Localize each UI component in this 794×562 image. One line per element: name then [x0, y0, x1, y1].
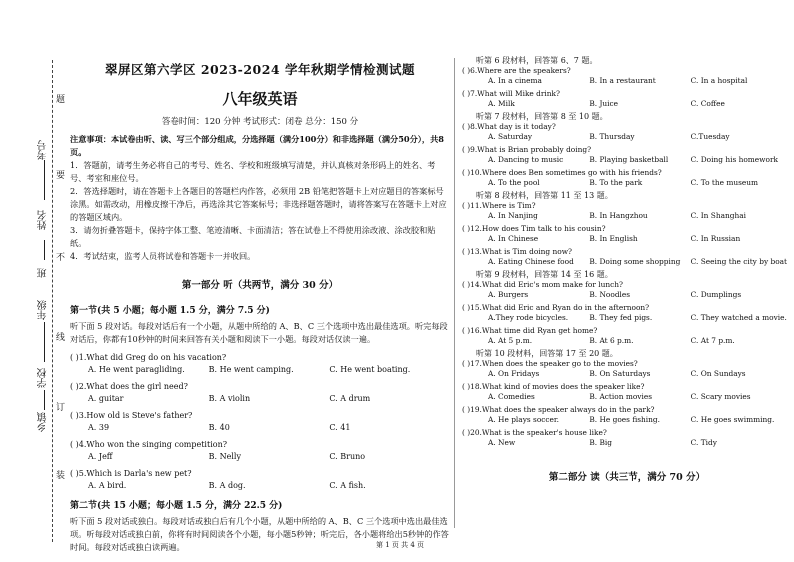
option-c: C. At 7 p.m.	[690, 335, 735, 345]
option-b: B. In English	[589, 233, 638, 243]
binding-label-grade: 年级	[38, 300, 49, 320]
question-block	[462, 382, 792, 401]
option-b: B. They fed pigs.	[589, 312, 653, 322]
option-c: C. A drum	[329, 394, 371, 403]
options-row	[462, 415, 792, 425]
question-block	[462, 247, 792, 266]
option-c: C. Coffee	[690, 98, 725, 108]
question-text: ( )8.What day is it today?	[462, 122, 556, 131]
question-block	[70, 439, 450, 463]
seal-char: 订	[56, 400, 65, 413]
option-c: C. He went boating.	[329, 365, 411, 374]
question-block	[462, 224, 792, 243]
options-row	[462, 392, 792, 402]
options-row	[462, 369, 792, 379]
option-a: A.They rode bicycles.	[488, 312, 569, 322]
listening-instruction: 听第 8 段材料，回答第 11 至 13 题。	[476, 191, 613, 200]
option-b: B. Playing basketball	[589, 154, 669, 164]
option-c: C. 41	[329, 423, 351, 432]
question-block	[462, 326, 792, 345]
option-b: B. Juice	[589, 98, 619, 108]
question-text: ( )11.Where is Tim?	[462, 201, 536, 210]
question-block	[462, 89, 792, 108]
listening-instruction: 听第 7 段材料，回答第 8 至 10 题。	[476, 112, 608, 121]
option-c: C. Seeing the city by boat	[690, 256, 788, 266]
option-c: C. On Sundays	[690, 368, 746, 378]
option-b: B. Doing some shopping	[589, 256, 681, 266]
options-row	[70, 422, 450, 434]
binding-margin	[0, 0, 66, 562]
question-block	[462, 145, 792, 164]
binding-label-school: 学校	[38, 368, 49, 388]
option-c: C. A fish.	[329, 481, 366, 490]
option-b: B. At 6 p.m.	[589, 335, 634, 345]
section1-title: 第一节(共 5 小题；每小题 1.5 分，满分 7.5 分)	[70, 306, 270, 316]
option-c: C. In a hospital	[690, 75, 748, 85]
seal-char: 题	[56, 92, 65, 105]
name-line	[44, 240, 45, 260]
question-text: ( )1.What did Greg do on his vacation?	[70, 353, 227, 362]
part2-title: 第二部分 读（共三节，满分 70 分）	[548, 472, 706, 483]
options-row	[462, 155, 792, 165]
question-block	[70, 410, 450, 434]
options-row	[70, 364, 450, 376]
option-b: B. 40	[208, 423, 230, 432]
options-row	[462, 336, 792, 346]
notice-line: 注意事项：本试卷由听、读、写三个部分组成，分选择题（满分100分）和非选择题（满分50分），共8页。	[70, 134, 444, 157]
option-a: A. In a cinema	[488, 75, 542, 85]
question-text: ( )4.Who won the singing competition?	[70, 440, 228, 449]
option-b: B. Thursday	[589, 131, 635, 141]
option-c: C. To the museum	[690, 177, 759, 187]
question-text: ( )15.What did Eric and Ryan do in the afternoon?	[462, 303, 650, 312]
option-a: A. Jeff	[88, 452, 113, 461]
option-a: A. He went paragliding.	[88, 365, 185, 374]
question-block	[462, 303, 792, 322]
option-a: A. Milk	[488, 98, 515, 108]
option-a: A. 39	[88, 423, 110, 432]
binding-label-township: 乡镇	[38, 412, 49, 432]
option-b: B. A dog.	[208, 481, 246, 490]
question-text: ( )5.Which is Darla's new pet?	[70, 469, 192, 478]
option-b: B. On Saturdays	[589, 368, 651, 378]
option-b: B. A violin	[208, 394, 251, 403]
seal-char: 线	[56, 330, 65, 343]
question-block	[462, 201, 792, 220]
question-text: ( )20.What is the speaker's house like?	[462, 428, 607, 437]
options-row	[462, 290, 792, 300]
question-block	[462, 66, 792, 85]
question-text: ( )7.What will Mike drink?	[462, 89, 560, 98]
question-text: ( )3.How old is Steve's father?	[70, 411, 193, 420]
seal-char: 不	[56, 250, 65, 263]
question-text: ( )13.What is Tim doing now?	[462, 247, 572, 256]
options-row	[70, 451, 450, 463]
options-row	[462, 257, 792, 267]
option-a: A. Saturday	[488, 131, 533, 141]
option-a: A. On Fridays	[488, 368, 540, 378]
notice-line: 4．考试结束，监考人员将试卷和答题卡一并收回。	[70, 251, 256, 261]
option-b: B. Nelly	[208, 452, 242, 461]
listening-instruction: 听第 10 段材料，回答第 17 至 20 题。	[476, 349, 618, 358]
binding-label-name: 姓名	[38, 210, 49, 230]
option-c: C. Bruno	[329, 452, 366, 461]
exam-info: 答卷时间：120 分钟 考试形式：闭卷 总分：150 分	[161, 117, 359, 127]
right-column	[462, 56, 792, 483]
listening-instruction: 听第 9 段材料，回答第 14 至 16 题。	[476, 270, 613, 279]
option-a: A. guitar	[88, 394, 124, 403]
option-a: A. New	[488, 437, 516, 447]
question-block	[70, 352, 450, 376]
notice-line: 1．答题前，请考生务必将自己的考号、姓名、学校和班级填写清楚，并认真核对条形码上的姓名、考号、考室和座位号。	[70, 160, 436, 183]
school-line	[44, 390, 45, 410]
option-b: B. He goes fishing.	[589, 414, 661, 424]
left-column	[70, 60, 450, 560]
options-row	[462, 211, 792, 221]
question-block	[462, 359, 792, 378]
question-block	[70, 468, 450, 492]
question-block	[70, 381, 450, 405]
option-c: C. Doing his homework	[690, 154, 778, 164]
question-block	[462, 122, 792, 141]
binding-dashed-line	[52, 60, 53, 542]
question-text: ( )12.How does Tim talk to his cousin?	[462, 224, 606, 233]
notice-block	[70, 133, 450, 263]
exam-subject: 八年级英语	[222, 90, 298, 108]
seal-char: 装	[56, 468, 65, 481]
option-b: B. To the park	[589, 177, 643, 187]
question-block	[462, 280, 792, 299]
option-b: B. Big	[589, 437, 612, 447]
option-b: B. He went camping.	[208, 365, 294, 374]
question-block	[462, 405, 792, 424]
option-b: B. In a restaurant	[589, 75, 656, 85]
question-text: ( )16.What time did Ryan get home?	[462, 326, 598, 335]
grade-line	[44, 322, 45, 362]
option-b: B. Action movies	[589, 391, 652, 401]
question-text: ( )2.What does the girl need?	[70, 382, 188, 391]
options-row	[462, 178, 792, 188]
option-c: C. In Shanghai	[690, 210, 747, 220]
option-c: C. Tidy	[690, 437, 717, 447]
section2-title: 第二节(共 15 小题；每小题 1.5 分，满分 22.5 分)	[70, 501, 283, 511]
question-block	[462, 428, 792, 447]
seal-char: 要	[56, 168, 65, 181]
option-a: A. To the pool	[488, 177, 540, 187]
binding-label-class: 班	[38, 268, 49, 278]
option-a: A. In Chinese	[488, 233, 539, 243]
option-c: C. He goes swimming.	[690, 414, 775, 424]
question-text: ( )10.Where does Ben sometimes go with his friends?	[462, 168, 662, 177]
question-text: ( )17.When does the speaker go to the movies?	[462, 359, 638, 368]
options-row	[462, 99, 792, 109]
option-a: A. Burgers	[488, 289, 529, 299]
binding-label-exam-number: 考号	[38, 140, 49, 160]
option-a: A. In Nanjing	[488, 210, 538, 220]
option-c: C.Tuesday	[690, 131, 730, 141]
option-c: C. Scary movies	[690, 391, 751, 401]
exam-number-line	[44, 160, 45, 200]
option-a: A. A bird.	[88, 481, 127, 490]
option-a: A. At 5 p.m.	[488, 335, 533, 345]
section2-instructions: 听下面 5 段对话或独白。每段对话或独白后有几个小题，从题中所给的 A、B、C 三个选项中选出最佳选项。听每段对话或独白前，你将有时间阅读各个小题，每小题5秒钟；听完后，各小题将给出5秒钟的作答时间。每段对话或独白读两遍。	[70, 516, 449, 552]
options-row	[70, 393, 450, 405]
question-text: ( )18.What kind of movies does the speaker like?	[462, 382, 645, 391]
option-a: A. Comedies	[488, 391, 535, 401]
options-row	[462, 132, 792, 142]
listening-instruction: 听第 6 段材料，回答第 6、7 题。	[476, 56, 598, 65]
option-c: C. They watched a movie.	[690, 312, 787, 322]
exam-title: 翠屏区第六学区 2023-2024 学年秋期学情检测试题	[105, 62, 415, 77]
section1-instructions: 听下面 5 段对话。每段对话后有一个小题，从题中所给的 A、B、C 三个选项中选出最佳选项。听完每段对话后，你都有10秒钟的时间来回答有关小题和阅读下一小题。每段对话仅读一遍。	[70, 321, 448, 344]
option-a: A. He plays soccer.	[488, 414, 559, 424]
option-c: C. Dumplings	[690, 289, 742, 299]
question-text: ( )9.What is Brian probably doing?	[462, 145, 592, 154]
options-row	[462, 76, 792, 86]
question-text: ( )14.What did Eric's mom make for lunch?	[462, 280, 623, 289]
options-row	[462, 438, 792, 448]
column-divider	[454, 58, 455, 528]
part1-title: 第一部分 听（共两节，满分 30 分）	[181, 280, 339, 291]
option-b: B. In Hangzhou	[589, 210, 648, 220]
options-row	[462, 313, 792, 323]
option-a: A. Dancing to music	[488, 154, 564, 164]
options-row	[70, 480, 450, 492]
option-a: A. Eating Chinese food	[488, 256, 574, 266]
question-block	[462, 168, 792, 187]
option-b: B. Noodles	[589, 289, 631, 299]
notice-line: 3．请勿折叠答题卡，保持字体工整、笔迹清晰、卡面清洁；答在试卷上不得使用涂改液、涂改胶和贴纸。	[70, 225, 436, 248]
question-text: ( )6.Where are the speakers?	[462, 66, 571, 75]
notice-line: 2．答选择题时，请在答题卡上各题目的答题栏内作答，必须用 2B 铅笔把答题卡上对应题目的答案标号涂黑。如需改动，用橡皮擦干净后，再选涂其它答案标号；非选择题答题时，请将答案写在答题卡上对应的答题区域内。	[70, 186, 447, 222]
options-row	[462, 234, 792, 244]
page-footer: 第 1 页 共 4 页	[375, 541, 425, 549]
question-text: ( )19.What does the speaker always do in the park?	[462, 405, 655, 414]
option-c: C. In Russian	[690, 233, 741, 243]
